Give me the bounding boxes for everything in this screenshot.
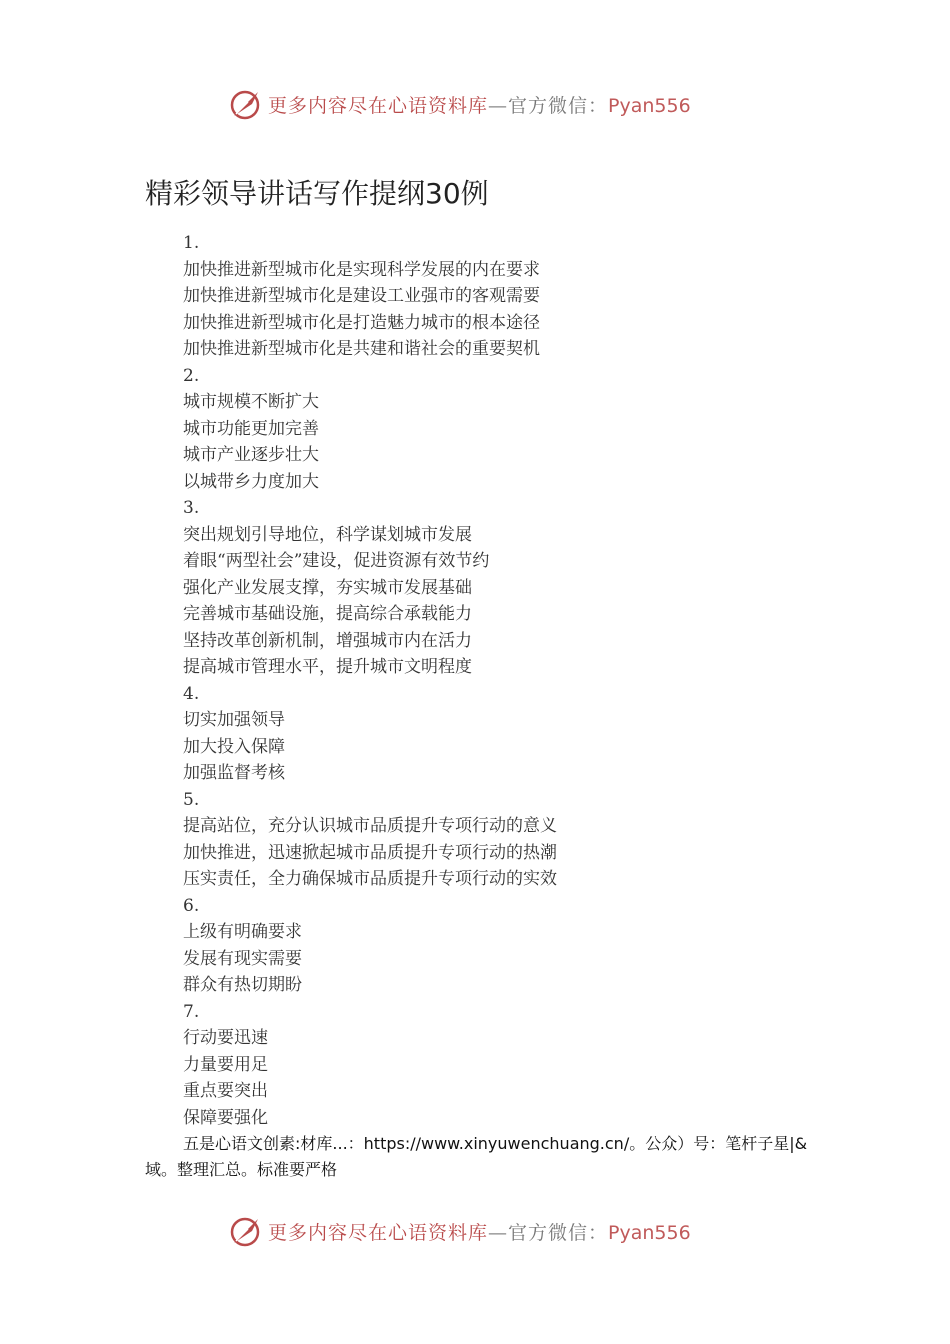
outline-line: 行动要迅速 xyxy=(183,1028,268,1048)
outline-line: 保障要强化 xyxy=(183,1107,268,1128)
quill-logo-icon xyxy=(228,86,264,122)
outline-content xyxy=(183,230,823,1131)
outline-line: 提高城市管理水平，提升城市文明程度 xyxy=(183,657,472,677)
section-number: 7. xyxy=(183,1001,200,1022)
banner-wechat: 官方微信： xyxy=(508,94,609,117)
outline-line: 重点要突出 xyxy=(183,1081,268,1101)
outline-line: 提高站位，充分认识城市品质提升专项行动的意义 xyxy=(183,816,557,836)
outline-line: 加快推进新型城市化是建设工业强市的客观需要 xyxy=(183,286,540,306)
header-banner xyxy=(228,84,748,124)
outline-line: 加快推进新型城市化是共建和谐社会的重要契机 xyxy=(183,339,540,359)
outline-line: 上级有明确要求 xyxy=(183,922,302,942)
outline-line: 突出规划引导地位，科学谋划城市发展 xyxy=(183,524,472,545)
outline-line: 强化产业发展支撑，夯实城市发展基础 xyxy=(183,577,472,598)
banner-id: Pyan556 xyxy=(608,1221,691,1244)
section-number: 2. xyxy=(183,365,200,386)
outline-line: 城市产业逐步壮大 xyxy=(183,445,319,465)
outline-line: 群众有热切期盼 xyxy=(183,975,302,995)
banner-sep: — xyxy=(488,1221,509,1244)
outline-line: 切实加强领导 xyxy=(183,710,285,730)
outline-line: 以城带乡力度加大 xyxy=(183,471,319,492)
outline-line: 完善城市基础设施，提高综合承载能力 xyxy=(183,604,472,624)
outline-line: 压实责任，全力确保城市品质提升专项行动的实效 xyxy=(183,869,557,889)
outline-line: 加快推进，迅速掀起城市品质提升专项行动的热潮 xyxy=(183,842,557,863)
quill-logo-icon xyxy=(228,1213,264,1249)
outline-line: 着眼“两型社会”建设，促进资源有效节约 xyxy=(183,551,490,571)
outline-line: 城市规模不断扩大 xyxy=(183,392,319,412)
section-number: 6. xyxy=(183,895,200,916)
section-number: 4. xyxy=(183,683,200,704)
banner-wechat: 官方微信： xyxy=(508,1221,609,1244)
banner-text xyxy=(268,1218,691,1245)
section-number: 5. xyxy=(183,789,200,810)
section-number: 1. xyxy=(183,233,200,253)
page-title: 精彩领导讲话写作提纲30例 xyxy=(145,177,489,210)
outline-line: 坚持改革创新机制，增强城市内在活力 xyxy=(183,630,472,651)
banner-main: 更多内容尽在心语资料库 xyxy=(268,94,489,117)
outline-line: 力量要用足 xyxy=(183,1054,268,1075)
outline-line: 加快推进新型城市化是实现科学发展的内在要求 xyxy=(183,259,540,280)
footer-banner xyxy=(228,1211,748,1251)
banner-id: Pyan556 xyxy=(608,94,691,117)
section-number: 3. xyxy=(183,498,200,518)
banner-text xyxy=(268,91,691,118)
outline-line: 加强监督考核 xyxy=(183,763,285,783)
outline-line: 发展有现实需要 xyxy=(183,948,302,969)
outline-line: 加大投入保障 xyxy=(183,736,285,757)
footer-paragraph: 五是心语文创素:材库...：https://www.xinyuwenchuang.cn/。公众）号：笔杆子星|&域。整理汇总。标准要严格 xyxy=(145,1134,808,1179)
outline-line: 加快推进新型城市化是打造魅力城市的根本途径 xyxy=(183,312,540,333)
banner-sep: — xyxy=(488,94,509,117)
outline-line: 城市功能更加完善 xyxy=(183,418,319,439)
banner-main: 更多内容尽在心语资料库 xyxy=(268,1221,489,1244)
